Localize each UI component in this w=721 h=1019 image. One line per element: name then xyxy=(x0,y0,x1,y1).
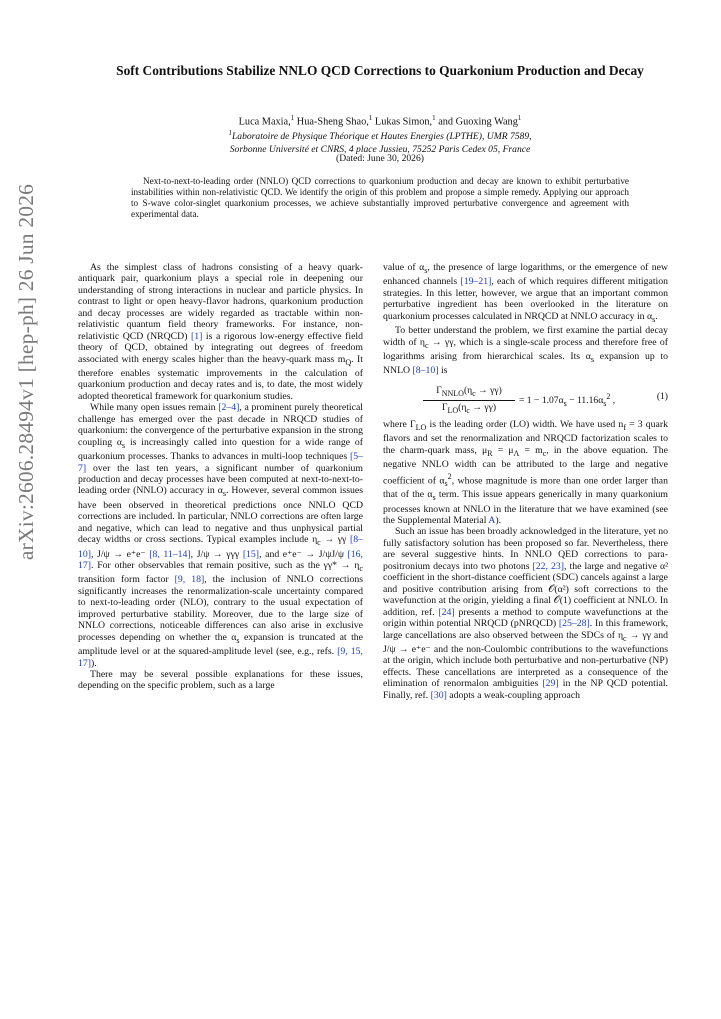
citation-link[interactable]: [19–21] xyxy=(460,276,492,288)
paragraph: Such an issue has been broadly acknowledged in the literature, yet no fully satisfactory solution has been proposed so far. Nevertheless, there are several suggestive hints. In NNLO QED corrections to para-positronium decays into two photons [22, 23], the large and negative α² coefficient in the short-distance coefficient (SDC) cancels against a large and positive contribution arising from 𝒪(α²) soft corrections to the wavefunction at the origin, yielding a final 𝒪(1) coefficient at NNLO. In addition, ref. [24] presents a method to compute wavefunctions at the origin within potential NRQCD (pNRQCD) [25–28]. In this framework, large cancellations are also observed between the SDCs of $\eta_c \to \gamma\gamma$ and J/ψ → e⁺e⁻ and the non-Coulombic contributions to the wavefunctions at the origin, which include both perturbative and non-perturbative (NP) effects. These cancellations are interpreted as a consequence of the elimination of renormalon ambiguities [29] in the NP QCD potential. Finally, ref. [30] adopts a weak-coupling approach xyxy=(383,526,669,701)
citation-link[interactable]: [8–10] xyxy=(78,534,363,560)
equation-1 xyxy=(383,384,668,415)
equation-rhs: = $1 - 1.07\alpha_s - 11.16\alpha_s^2$ , xyxy=(519,391,616,408)
citation-link[interactable]: [15] xyxy=(242,548,260,560)
equation-numerator: $\Gamma_{NNLO}(\eta_c \to \gamma\gamma)$ xyxy=(423,385,515,401)
citation-link[interactable]: [29] xyxy=(542,678,559,690)
paragraph: value of $\alpha_s$, the presence of large logarithms, or the emergence of new enhanced channels [19–21], each of which requires different mitigation strategies. In this letter, however, we argue that an important common perturbative ingredient has been overlooked in the literature on quarkonium processes calculated in NRQCD at NNLO accuracy in $\alpha_s$. xyxy=(383,262,669,324)
equation-fraction xyxy=(423,385,515,416)
abstract: Next-to-next-to-leading order (NNLO) QCD corrections to quarkonium production and decay are known to exhibit perturbative instabilities within non-relativistic QCD. We identify the origin of this problem and propose a simple remedy. Applying our approach to S-wave color-singlet quarkonium processes, we achieve substantially improved perturbative convergence and agreement with experimental data. xyxy=(131,176,629,219)
citation-link[interactable]: [22, 23] xyxy=(532,560,565,572)
date-line: (Dated: June 30, 2026) xyxy=(336,153,424,164)
author-name: and Guoxing Wang xyxy=(438,116,518,128)
arxiv-identifier: arXiv:2606.28494v1 [hep-ph] 26 Jun 2026 xyxy=(14,183,38,561)
affiliation: $^1$Laboratoire de Physique Théorique et Hautes Energies (LPTHE), UMR 7589, Sorbonne Université et CNRS, 4 place Jussieu, 75252 Paris Cedex 05, France xyxy=(228,129,532,155)
citation-link[interactable]: [8–10] xyxy=(412,365,439,377)
equation-denominator: $\Gamma_{LO}(\eta_c \to \gamma\gamma)$ xyxy=(441,401,497,415)
citation-link[interactable]: [5–7] xyxy=(78,451,363,474)
author-name: Luca Maxia, xyxy=(238,116,291,128)
left-column xyxy=(78,262,363,692)
author-name: Hua-Sheng Shao, xyxy=(296,116,369,128)
paragraph: While many open issues remain [2–4], a prominent purely theoretical challenge has emerged over the past decade in NRQCD studies of quarkonium: the convergence of the perturbative expansion in the strong coupling $\alpha_s$ is increasingly called into question for a wide range of quarkonium processes. Thanks to advances in multi-loop techniques [5–7] over the last ten years, a significant number of quarkonium production and decay processes have been computed at next-to-next-to-leading order (NNLO) accuracy in $\alpha_s$. However, several common issues have been observed in theoretical predictions once NNLO QCD corrections are included. In particular, NNLO corrections are often large and negative, which can lead to negative and thus unphysical partial decay widths or cross sections. Typical examples include $\eta_c \to \gamma\gamma$ [8–10], J/ψ → e⁺e⁻ [8, 11–14], J/ψ → γγγ [15], and e⁺e⁻ → J/ψJ/ψ [16, 17]. For other observables that remain positive, such as the $\gamma\gamma* \to \eta_c$ transition form factor [9, 18], the inclusion of NNLO corrections significantly increases the renormalization-scale uncertainty compared to next-to-leading order (NLO), contrary to the usual expectation of improved perturbative stability. Moreover, due to the large size of NNLO corrections, noticeable differences can also arise in exclusive processes depending on whether the $\alpha_s$ expansion is truncated at the amplitude level or at the squared-amplitude level (see, e.g., refs. [9, 15, 17]). xyxy=(78,402,364,669)
citation-link[interactable]: [8, 11–14] xyxy=(149,548,191,560)
citation-link[interactable]: [30] xyxy=(430,689,447,701)
paragraph: As the simplest class of hadrons consisting of a heavy quark-antiquark pair, quarkonium plays a special role in deepening our understanding of strong interactions in nuclear and particle physics. In contrast to light or open heavy-flavor hadrons, quarkonium production and decay processes are widely regarded as tractable within non-relativistic quantum field theory frameworks. For instance, non-relativistic QCD (NRQCD) [1] is a rigorous low-energy effective field theory of QCD, obtained by integrating out degrees of freedom associated with energy scales higher than the heavy-quark mass $m_Q$. It therefore enables systematic improvements in the calculation of quarkonium production and decay rates and is, to date, the most widely adopted theoretical framework for quarkonium studies. xyxy=(78,262,363,402)
citation-link[interactable]: [1] xyxy=(191,330,203,342)
author-name: Lukas Simon, xyxy=(374,116,433,128)
citation-link[interactable]: [9, 18] xyxy=(174,574,205,586)
citation-link[interactable]: [25–28] xyxy=(558,618,590,630)
paragraph: where $\Gamma_{LO}$ is the leading order (LO) width. We have used $n_f = 3$ quark flavors and set the renormalization and NRQCD factorization scales to the charm-quark mass, $\mu_R = \mu_\Lambda = m_c$, in the above equation. The negative NNLO width can be attributed to the large and negative coefficient of $\alpha_s^2$, whose magnitude is more than one order larger than that of the $\alpha_s$ term. This issue appears generically in many quarkonium processes known at NNLO in the literature that we have examined (see the Supplemental Material A). xyxy=(383,418,669,526)
author-list: Luca Maxia,$^1$ Hua-Sheng Shao,$^1$ Lukas Simon,$^1$ and Guoxing Wang$^1$ xyxy=(238,114,522,128)
right-column xyxy=(383,262,668,701)
citation-link[interactable]: [16, 17] xyxy=(78,548,363,572)
paper-title: Soft Contributions Stabilize NNLO QCD Corrections to Quarkonium Production and Decay xyxy=(116,63,644,78)
citation-link[interactable]: [24] xyxy=(438,606,455,618)
citation-link[interactable]: [9, 15, 17] xyxy=(78,646,363,669)
citation-link[interactable]: [2–4] xyxy=(218,402,240,414)
paragraph: There may be several possible explanations for these issues, depending on the specific problem, such as a large xyxy=(78,669,363,692)
equation-number: (1) xyxy=(656,390,668,402)
citation-link[interactable]: A xyxy=(488,515,496,526)
paragraph: To better understand the problem, we first examine the partial decay width of $\eta_c \to \gamma\gamma$, which is a single-scale process and therefore free of logarithms arising from hierarchical scales. Its $\alpha_s$ expansion up to NNLO [8–10] is xyxy=(383,325,668,377)
